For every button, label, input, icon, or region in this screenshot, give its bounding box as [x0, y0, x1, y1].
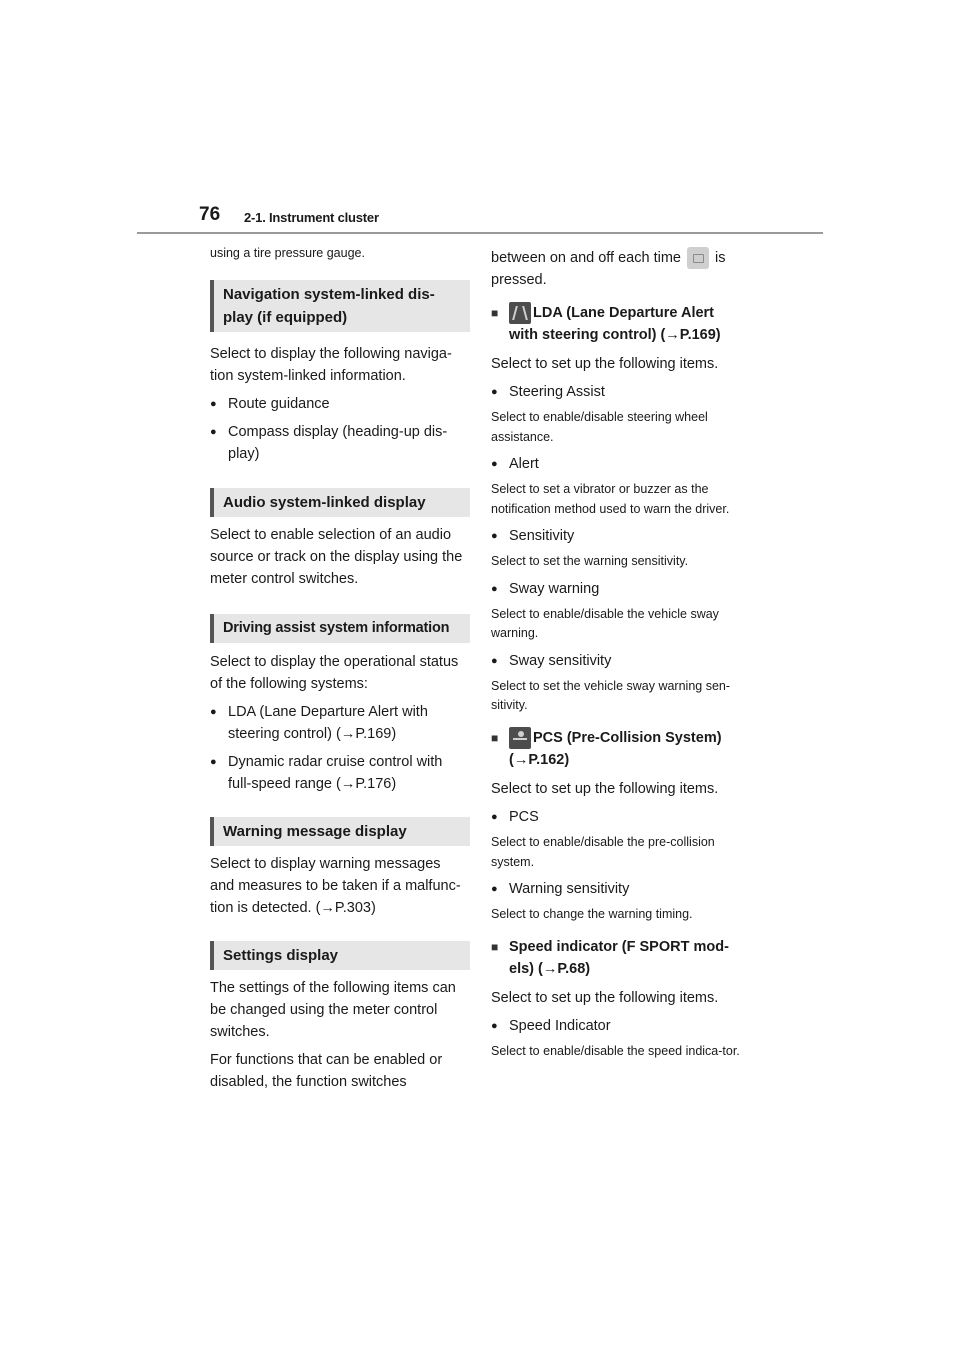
lda-item-1 — [491, 453, 753, 475]
pcs-item-0-desc: Select to enable/disable the pre-collision system. — [491, 835, 715, 869]
heading-settings — [210, 941, 470, 970]
continued-text-a: between on and off each time — [491, 250, 681, 266]
pcs-title-text: PCS (Pre-Collision System) (→P.162) — [509, 729, 722, 769]
heading-settings-text: Settings display — [223, 946, 339, 964]
lda-item-1-name: Alert — [509, 456, 539, 473]
lda-item-3-desc: Select to enable/disable the vehicle sway warning. — [491, 606, 719, 641]
pcs-title-wrap — [509, 727, 739, 771]
driving-item-1 — [210, 751, 472, 795]
bullet-dot-icon: ● — [491, 811, 498, 824]
lda-item-0-desc: Select to enable/disable steering wheel assistance. — [491, 410, 708, 444]
bullet-dot-icon: ● — [210, 705, 217, 718]
lda-item-4-name: Sway sensitivity — [509, 652, 612, 669]
square-bullet-icon: ■ — [491, 939, 499, 954]
pcs-item-0-name: PCS — [509, 809, 539, 826]
driving-item-1-text: Dynamic radar cruise control with full-speed range (→P.176) — [228, 753, 443, 792]
heading-navigation — [210, 280, 470, 332]
pcs-item-1-desc: Select to change the warning timing. — [491, 907, 693, 922]
driving-item-0-text: LDA (Lane Departure Alert with steering control) (→P.169) — [228, 703, 428, 742]
bullet-dot-icon: ● — [210, 755, 217, 768]
pre-collision-icon — [509, 727, 531, 749]
speed-title — [491, 936, 753, 980]
lda-item-3-name: Sway warning — [509, 580, 600, 597]
continued-text — [491, 247, 753, 291]
speed-intro: Select to set up the following items. — [491, 989, 719, 1006]
lane-departure-icon — [509, 302, 531, 324]
bullet-dot-icon: ● — [491, 582, 498, 595]
lda-item-4 — [491, 650, 753, 672]
settings-body-1: The settings of the following items can be changed using the meter control switches. — [210, 979, 456, 1040]
heading-driving-assist-text: Driving assist system information — [223, 619, 450, 636]
bullet-dot-icon: ● — [491, 386, 498, 399]
lda-item-1-desc: Select to set a vibrator or buzzer as the notification method used to warn the driver. — [491, 482, 730, 516]
continued-text-b: is pressed. — [491, 250, 726, 289]
warning-body: Select to display warning messages and measures to be taken if a malfunc-tion is detected. (→P.303) — [210, 855, 461, 916]
heading-navigation-text: Navigation system-linked dis-play (if equipped) — [223, 285, 435, 326]
meter-screen-switch-icon — [687, 247, 709, 269]
bullet-dot-icon: ● — [210, 425, 217, 438]
pcs-title — [491, 727, 753, 771]
driving-item-0 — [210, 701, 472, 745]
driving-body: Select to display the operational status of the following systems: — [210, 653, 459, 692]
speed-title-text: Speed indicator (F SPORT mod-els) (→P.68) — [509, 938, 729, 977]
lda-title — [491, 302, 753, 346]
lda-item-2 — [491, 525, 753, 547]
lda-item-2-name: Sensitivity — [509, 528, 575, 545]
square-bullet-icon: ■ — [491, 306, 499, 321]
speed-item-0-name: Speed Indicator — [509, 1017, 611, 1034]
pcs-item-0 — [491, 806, 753, 828]
heading-audio — [210, 488, 470, 517]
bullet-dot-icon: ● — [491, 1019, 498, 1032]
lda-item-0 — [491, 381, 753, 403]
lda-intro: Select to set up the following items. — [491, 356, 719, 373]
heading-audio-text: Audio system-linked display — [223, 493, 426, 511]
right-column — [491, 244, 753, 1061]
bullet-dot-icon: ● — [491, 530, 498, 543]
lda-title-text: LDA (Lane Departure Alert with steering control) (→P.169) — [509, 305, 721, 344]
nav-body: Select to display the following naviga-tion system-linked information. — [210, 345, 452, 384]
lda-item-4-desc: Select to set the vehicle sway warning sen-sitivity. — [491, 678, 731, 713]
heading-driving-assist — [210, 614, 470, 643]
header-rule — [137, 232, 823, 234]
square-bullet-icon: ■ — [491, 730, 499, 745]
lda-title-wrap — [509, 302, 739, 346]
pcs-item-1 — [491, 878, 753, 900]
bullet-dot-icon: ● — [491, 883, 498, 896]
pcs-intro: Select to set up the following items. — [491, 781, 719, 798]
heading-warning-message — [210, 817, 470, 846]
lda-item-2-desc: Select to set the warning sensitivity. — [491, 554, 689, 569]
nav-item-0-text: Route guidance — [228, 395, 330, 412]
lda-item-3 — [491, 578, 753, 600]
audio-body: Select to enable selection of an audio source or track on the display using the meter control switches. — [210, 526, 463, 587]
heading-warning-text: Warning message display — [223, 822, 407, 840]
lda-item-0-name: Steering Assist — [509, 384, 605, 401]
bullet-dot-icon: ● — [491, 458, 498, 471]
page-number: 76 — [199, 204, 221, 225]
speed-item-0-desc: Select to enable/disable the speed indica-tor. — [491, 1043, 740, 1058]
bullet-dot-icon: ● — [210, 397, 217, 410]
speed-item-0 — [491, 1015, 753, 1037]
nav-item-1 — [210, 421, 472, 465]
left-column — [210, 244, 472, 1093]
nav-item-0 — [210, 393, 472, 415]
chapter-title: 2-1. Instrument cluster — [244, 210, 379, 225]
settings-body-2: For functions that can be enabled or disabled, the function switches — [210, 1051, 443, 1090]
pcs-item-1-name: Warning sensitivity — [509, 881, 630, 898]
bullet-dot-icon: ● — [491, 654, 498, 667]
nav-item-1-text: Compass display (heading-up dis-play) — [228, 423, 448, 462]
intro-small-text: using a tire pressure gauge. — [210, 246, 365, 260]
